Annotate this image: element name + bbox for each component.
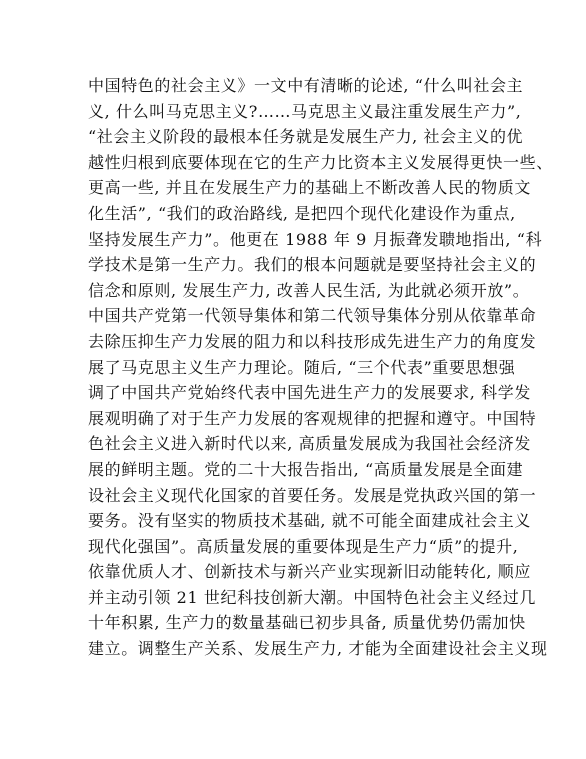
text-line: 展的鲜明主题。党的二十大报告指出, “高质量发展是全面建 [88,459,524,479]
text-line: 依靠优质人才、创新技术与新兴产业实现新旧动能转化, 顺应 [88,562,531,582]
text-line: 现代化强国”。高质量发展的重要体现是生产力“质”的提升, [88,536,519,556]
text-line: 义, 什么叫马克思主义?……马克思主义最注重发展生产力”, [88,101,522,121]
text-line: 设社会主义现代化国家的首要任务。发展是党执政兴国的第一 [88,485,537,505]
text-line: 越性归根到底要体现在它的生产力比资本主义发展得更快一些、 [88,152,553,172]
text-line: 中国特色的社会主义》一文中有清晰的论述, “什么叫社会主 [88,76,524,95]
text-line: “社会主义阶段的最根本任务就是发展生产力, 社会主义的优 [88,127,524,147]
text-line: 展观明确了对于生产力发展的客观规律的把握和遵守。中国特 [88,408,537,428]
text-line: 中国共产党第一代领导集体和第二代领导集体分别从依靠革命 [88,306,537,326]
text-line: 信念和原则, 发展生产力, 改善人民生活, 为此就必须开放”。 [88,280,530,300]
text-line: 十年积累, 生产力的数量基础已初步具备, 质量优势仍需加快 [88,613,526,633]
text-line: 更高一些, 并且在发展生产力的基础上不断改善人民的物质文 [88,178,531,198]
text-line: 建立。调整生产关系、发展生产力, 才能为全面建设社会主义现 [88,639,548,659]
text-line: 化生活”, “我们的政治路线, 是把四个现代化建设作为重点, [88,203,516,223]
text-line: 去除压抑生产力发展的阻力和以科技形成先进生产力的角度发 [88,331,537,351]
text-line: 要务。没有坚实的物质技术基础, 就不可能全面建成社会主义 [88,511,531,531]
text-line: 坚持发展生产力”。他更在 1988 年 9 月振聋发聩地指出, “科 [88,229,543,249]
text-line: 展了马克思主义生产力理论。随后, “三个代表”重要思想强 [88,357,516,377]
text-line: 调了中国共产党始终代表中国先进生产力的发展要求, 科学发 [88,383,531,403]
text-line: 学技术是第一生产力。我们的根本问题就是要坚持社会主义的 [88,255,537,275]
text-line: 并主动引领 21 世纪科技创新大潮。中国特色社会主义经过几 [88,587,536,607]
text-line: 色社会主义进入新时代以来, 高质量发展成为我国社会经济发 [88,434,531,454]
body-text [88,73,553,662]
